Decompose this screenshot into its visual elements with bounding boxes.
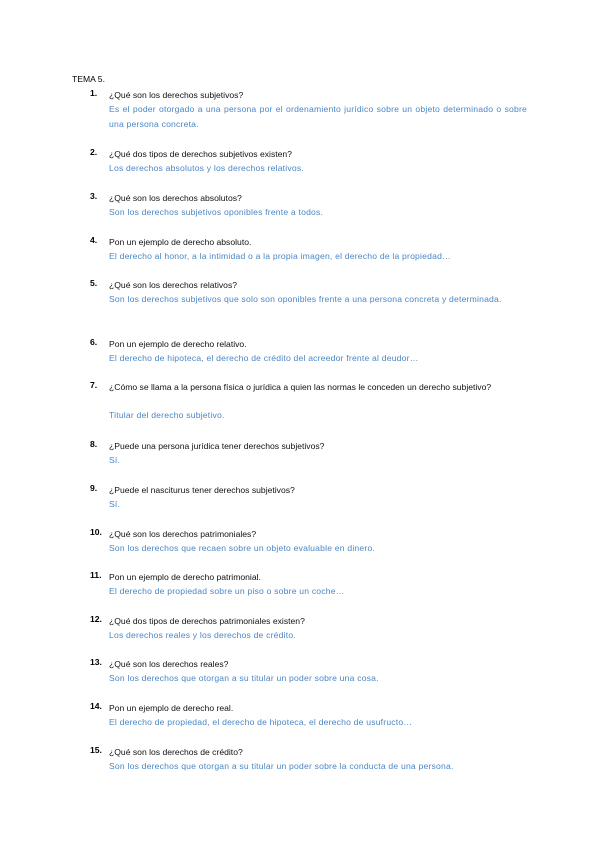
answer-text: Los derechos reales y los derechos de crédito. <box>109 630 296 640</box>
question-text: ¿Qué dos tipos de derechos patrimoniales existen? <box>109 616 305 626</box>
answer-text: El derecho de hipoteca, el derecho de crédito del acreedor frente al deudor… <box>109 353 419 363</box>
question-number: 15. <box>90 745 102 755</box>
answer-text: Son los derechos subjetivos oponibles frente a todos. <box>109 207 324 217</box>
page-title: TEMA 5. <box>72 74 105 84</box>
answer-text: Son los derechos subjetivos que solo son oponibles frente a una persona concreta y determinada. <box>109 294 502 304</box>
answer-text: Los derechos absolutos y los derechos relativos. <box>109 163 304 173</box>
answer-text: Es el poder otorgado a una persona por el ordenamiento jurídico sobre un objeto determinado o sobre una persona concreta. <box>109 104 527 129</box>
question-text: ¿Qué son los derechos de crédito? <box>109 747 243 757</box>
question-number: 2. <box>90 147 98 157</box>
answer-text: Son los derechos que recaen sobre un objeto evaluable en dinero. <box>109 543 376 553</box>
answer-text: El derecho de propiedad sobre un piso o sobre un coche… <box>109 586 345 596</box>
question-text: ¿Qué son los derechos relativos? <box>109 280 238 290</box>
question-number: 7. <box>90 380 98 390</box>
question-number: 4. <box>90 235 98 245</box>
question-number: 9. <box>90 483 98 493</box>
answer-text: Son los derechos que otorgan a su titular un poder sobre una cosa. <box>109 673 379 683</box>
question-number: 6. <box>90 337 98 347</box>
answer-text: El derecho de propiedad, el derecho de hipoteca, el derecho de usufructo… <box>109 717 413 727</box>
answer-text: Son los derechos que otorgan a su titular un poder sobre la conducta de una persona. <box>109 761 454 771</box>
question-text: Pon un ejemplo de derecho real. <box>109 703 234 713</box>
question-text: Pon un ejemplo de derecho absoluto. <box>109 237 252 247</box>
question-number: 12. <box>90 614 102 624</box>
answer-text: El derecho al honor, a la intimidad o a la propia imagen, el derecho de la propiedad… <box>109 251 451 261</box>
question-text: ¿Puede el nasciturus tener derechos subjetivos? <box>109 485 295 495</box>
question-number: 13. <box>90 657 102 667</box>
question-number: 1. <box>90 88 98 98</box>
question-number: 14. <box>90 701 102 711</box>
answer-text: Sí. <box>109 455 121 465</box>
question-number: 3. <box>90 191 98 201</box>
answer-text: Sí. <box>109 499 121 509</box>
question-text: ¿Qué son los derechos reales? <box>109 659 229 669</box>
question-text: ¿Qué son los derechos subjetivos? <box>109 90 244 100</box>
answer-text: Titular del derecho subjetivo. <box>109 410 225 420</box>
question-text: ¿Puede una persona jurídica tener derechos subjetivos? <box>109 441 325 451</box>
question-number: 8. <box>90 439 98 449</box>
question-text: Pon un ejemplo de derecho relativo. <box>109 339 247 349</box>
question-text: Pon un ejemplo de derecho patrimonial. <box>109 572 261 582</box>
question-text: ¿Qué dos tipos de derechos subjetivos existen? <box>109 149 292 159</box>
question-number: 10. <box>90 527 102 537</box>
question-number: 11. <box>90 570 102 580</box>
question-text: ¿Cómo se llama a la persona física o jurídica a quien las normas le conceden un derecho subjetivo? <box>109 382 492 392</box>
question-text: ¿Qué son los derechos absolutos? <box>109 193 242 203</box>
question-number: 5. <box>90 278 98 288</box>
question-text: ¿Qué son los derechos patrimoniales? <box>109 529 257 539</box>
